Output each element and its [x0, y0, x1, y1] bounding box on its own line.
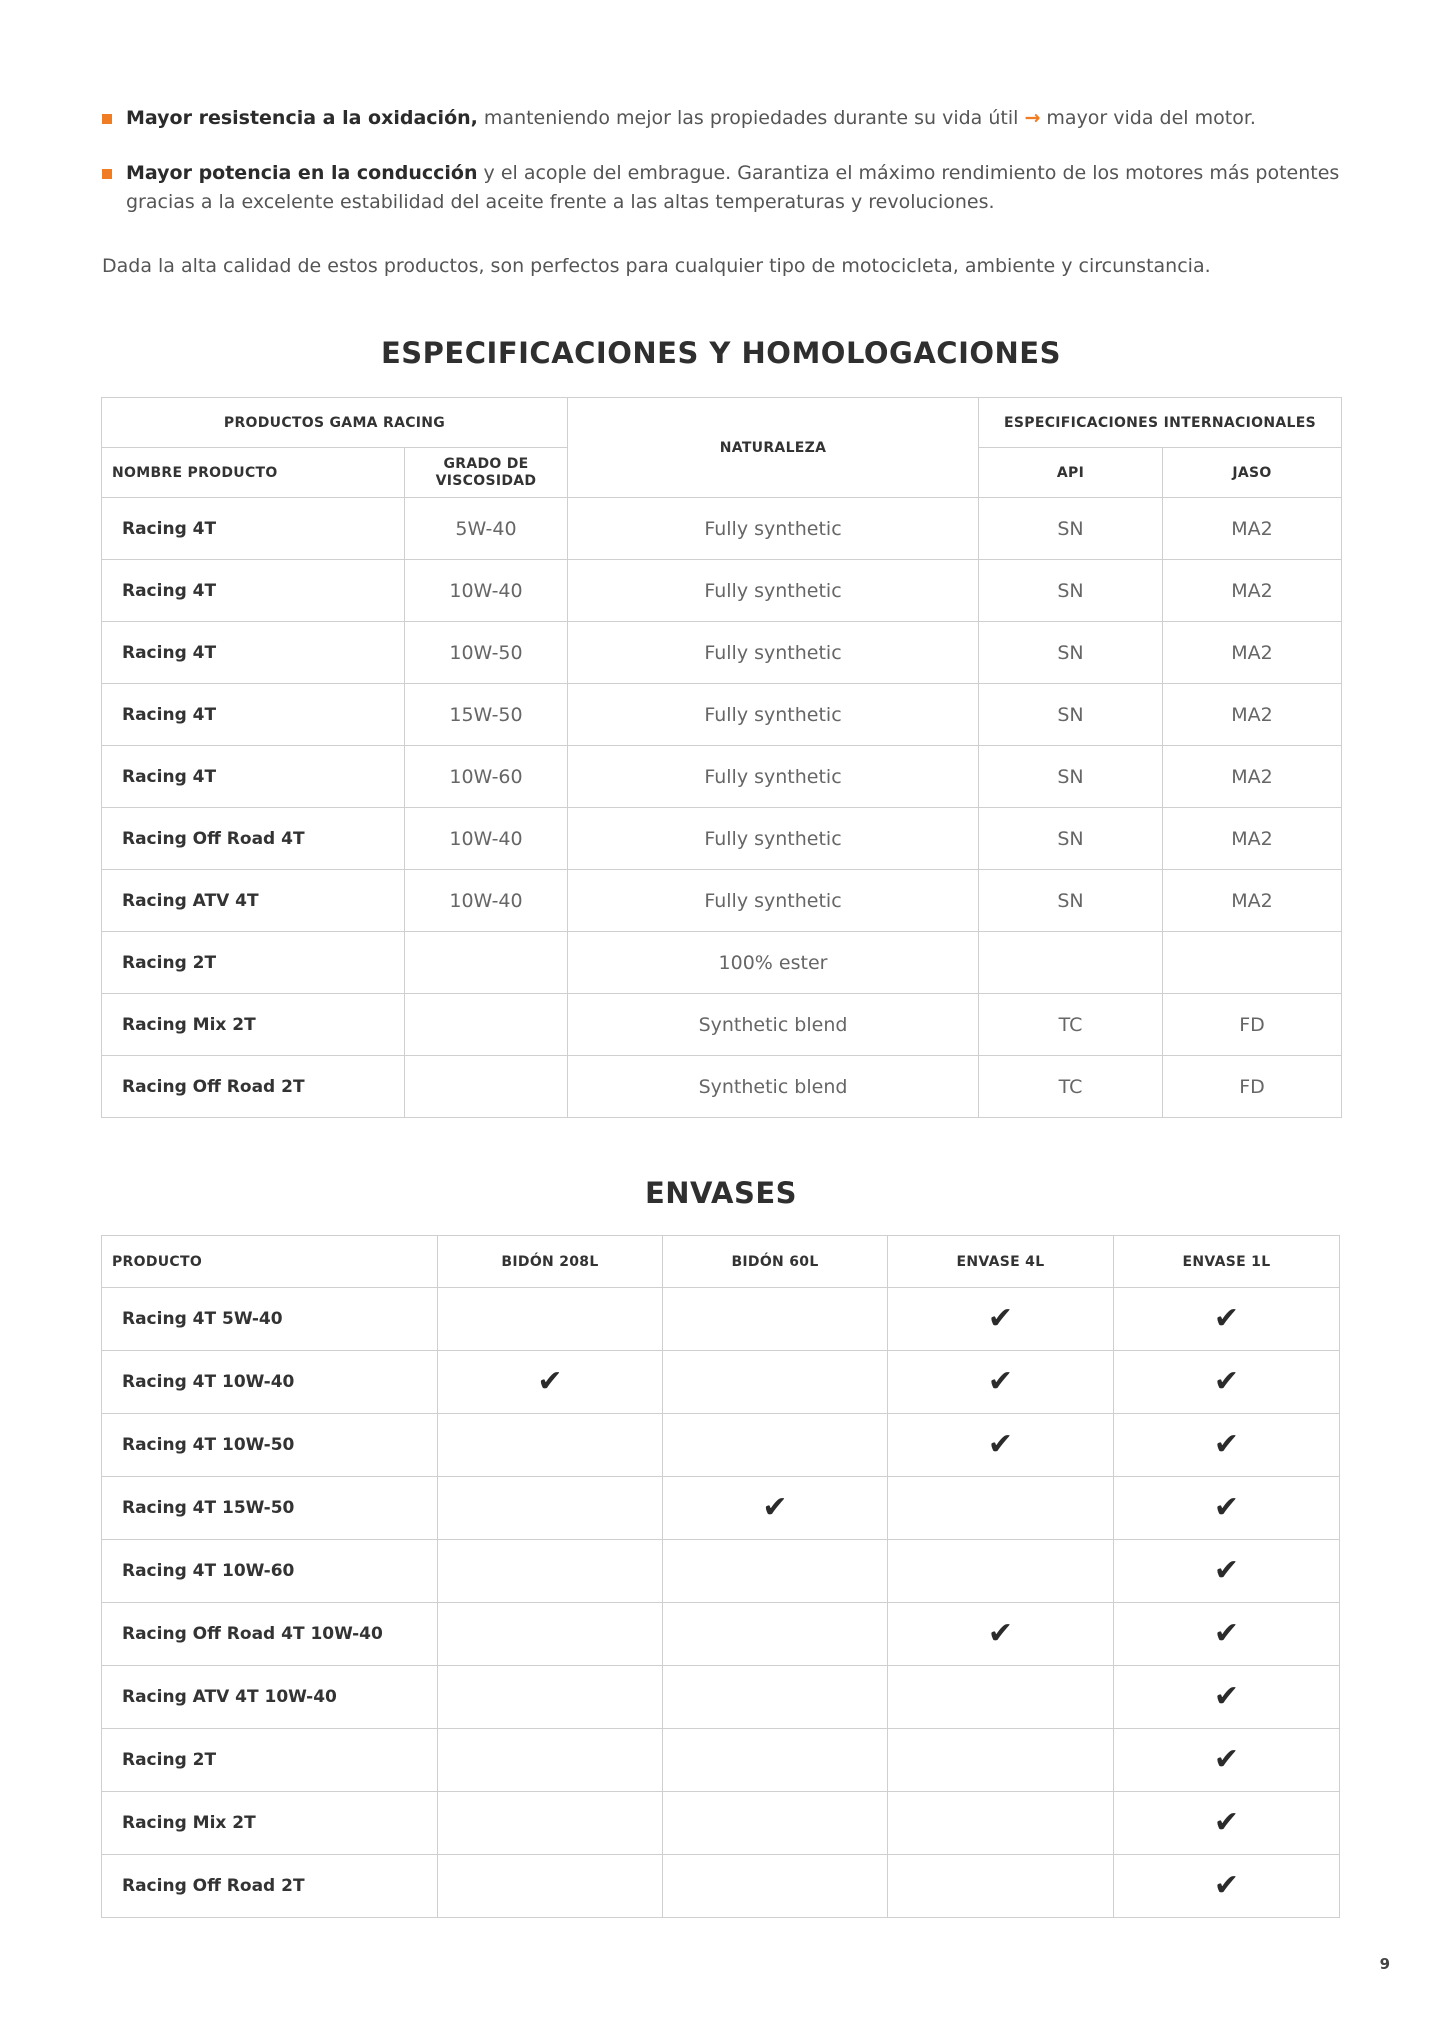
- packaging-table-body: [102, 1288, 1340, 1918]
- cell-jaso: MA2: [1163, 560, 1342, 622]
- header-envase-1l: ENVASE 1L: [1114, 1236, 1340, 1288]
- table-row: [102, 1288, 1340, 1351]
- cell-jaso: MA2: [1163, 498, 1342, 560]
- header-product: PRODUCTO: [102, 1236, 438, 1288]
- cell-bidon-208l: [438, 1729, 663, 1792]
- intro-paragraph: Dada la alta calidad de estos productos, son perfectos para cualquier tipo de motocicleta, ambiente y circunstancia.: [102, 255, 1211, 277]
- header-product-name: NOMBRE PRODUCTO: [102, 448, 405, 498]
- cell-viscosity: [405, 1056, 568, 1118]
- cell-product: Racing 4T 15W-50: [102, 1477, 438, 1540]
- cell-viscosity: 5W-40: [405, 498, 568, 560]
- cell-envase-1l: [1114, 1603, 1340, 1666]
- feature-text: y el acople del embrague. Garantiza el máximo rendimiento de los motores más potentes gracias a la excelente estabilidad del aceite frente a las altas temperaturas y revoluciones.: [126, 162, 1340, 213]
- cell-bidon-208l: [438, 1792, 663, 1855]
- orange-square-bullet-icon: [102, 114, 112, 124]
- cell-bidon-208l: [438, 1477, 663, 1540]
- cell-product-name: Racing 4T: [102, 746, 405, 808]
- cell-product-name: Racing 4T: [102, 498, 405, 560]
- checkmark-icon: ✔: [987, 1364, 1014, 1399]
- checkmark-icon: ✔: [1213, 1301, 1240, 1336]
- feature-text: manteniendo mejor las propiedades durante su vida útil: [477, 107, 1025, 129]
- page-number: 9: [1379, 1955, 1390, 1973]
- cell-nature: Fully synthetic: [568, 498, 979, 560]
- cell-envase-1l: [1114, 1792, 1340, 1855]
- table-row: [102, 684, 1342, 746]
- header-bidon-208l: BIDÓN 208L: [438, 1236, 663, 1288]
- cell-bidon-60l: [663, 1855, 888, 1918]
- arrow-right-icon: →: [1024, 107, 1041, 129]
- table-row: [102, 498, 1342, 560]
- checkmark-icon: ✔: [1213, 1616, 1240, 1651]
- cell-bidon-60l: [663, 1351, 888, 1414]
- cell-viscosity: 10W-40: [405, 808, 568, 870]
- header-api: API: [979, 448, 1163, 498]
- spec-table-body: [102, 498, 1342, 1118]
- cell-api: TC: [979, 1056, 1163, 1118]
- cell-bidon-60l: [663, 1666, 888, 1729]
- cell-jaso: [1163, 932, 1342, 994]
- cell-product: Racing 4T 10W-50: [102, 1414, 438, 1477]
- cell-product: Racing Off Road 2T: [102, 1855, 438, 1918]
- cell-envase-4l: [888, 1729, 1114, 1792]
- cell-viscosity: [405, 932, 568, 994]
- checkmark-icon: ✔: [1213, 1679, 1240, 1714]
- cell-bidon-208l: [438, 1351, 663, 1414]
- cell-envase-4l: [888, 1792, 1114, 1855]
- table-row: [102, 1540, 1340, 1603]
- cell-viscosity: 10W-60: [405, 746, 568, 808]
- cell-bidon-208l: [438, 1666, 663, 1729]
- header-viscosity: GRADO DE VISCOSIDAD: [405, 448, 568, 498]
- cell-envase-4l: [888, 1351, 1114, 1414]
- table-row: [102, 1729, 1340, 1792]
- table-row: [102, 1603, 1340, 1666]
- cell-jaso: FD: [1163, 994, 1342, 1056]
- cell-bidon-208l: [438, 1603, 663, 1666]
- header-envase-4l: ENVASE 4L: [888, 1236, 1114, 1288]
- packaging-table: [101, 1235, 1340, 1918]
- checkmark-icon: ✔: [1213, 1553, 1240, 1588]
- cell-nature: Synthetic blend: [568, 994, 979, 1056]
- cell-envase-1l: [1114, 1855, 1340, 1918]
- cell-bidon-60l: [663, 1414, 888, 1477]
- cell-api: [979, 932, 1163, 994]
- env-table-title: ENVASES: [644, 1176, 798, 1210]
- checkmark-icon: ✔: [987, 1427, 1014, 1462]
- cell-envase-1l: [1114, 1477, 1340, 1540]
- cell-envase-4l: [888, 1666, 1114, 1729]
- cell-envase-4l: [888, 1855, 1114, 1918]
- cell-nature: Fully synthetic: [568, 746, 979, 808]
- cell-product-name: Racing 4T: [102, 560, 405, 622]
- feature-bold: Mayor potencia en la conducción: [126, 162, 478, 184]
- table-row: [102, 746, 1342, 808]
- cell-nature: Fully synthetic: [568, 560, 979, 622]
- header-jaso: JASO: [1163, 448, 1342, 498]
- checkmark-icon: ✔: [1213, 1868, 1240, 1903]
- cell-envase-1l: [1114, 1414, 1340, 1477]
- cell-product: Racing 4T 10W-40: [102, 1351, 438, 1414]
- table-row: [102, 560, 1342, 622]
- header-group-specs: ESPECIFICACIONES INTERNACIONALES: [979, 398, 1342, 448]
- cell-jaso: MA2: [1163, 746, 1342, 808]
- cell-bidon-60l: [663, 1540, 888, 1603]
- cell-jaso: MA2: [1163, 684, 1342, 746]
- cell-api: SN: [979, 622, 1163, 684]
- spec-table-title: ESPECIFICACIONES Y HOMOLOGACIONES: [380, 336, 1062, 370]
- cell-jaso: MA2: [1163, 622, 1342, 684]
- cell-envase-1l: [1114, 1351, 1340, 1414]
- cell-nature: Fully synthetic: [568, 684, 979, 746]
- table-row: [102, 1792, 1340, 1855]
- cell-api: SN: [979, 498, 1163, 560]
- cell-bidon-60l: [663, 1477, 888, 1540]
- table-row: [102, 622, 1342, 684]
- cell-api: TC: [979, 994, 1163, 1056]
- cell-viscosity: 10W-50: [405, 622, 568, 684]
- checkmark-icon: ✔: [1213, 1490, 1240, 1525]
- feature-text-after: mayor vida del motor.: [1040, 107, 1256, 129]
- table-row: [102, 1477, 1340, 1540]
- cell-nature: Fully synthetic: [568, 808, 979, 870]
- cell-envase-4l: [888, 1477, 1114, 1540]
- cell-jaso: MA2: [1163, 808, 1342, 870]
- table-row: [102, 1666, 1340, 1729]
- cell-product-name: Racing 2T: [102, 932, 405, 994]
- cell-envase-4l: [888, 1414, 1114, 1477]
- table-row: [102, 1855, 1340, 1918]
- cell-api: SN: [979, 684, 1163, 746]
- cell-viscosity: 10W-40: [405, 560, 568, 622]
- orange-square-bullet-icon: [102, 169, 112, 179]
- cell-envase-1l: [1114, 1729, 1340, 1792]
- checkmark-icon: ✔: [1213, 1742, 1240, 1777]
- feature-bold: Mayor resistencia a la oxidación,: [126, 107, 478, 129]
- cell-jaso: MA2: [1163, 870, 1342, 932]
- checkmark-icon: ✔: [1213, 1364, 1240, 1399]
- feature-item: [102, 159, 1342, 217]
- cell-nature: Fully synthetic: [568, 622, 979, 684]
- cell-bidon-60l: [663, 1603, 888, 1666]
- checkmark-icon: ✔: [987, 1616, 1014, 1651]
- cell-product: Racing Off Road 4T 10W-40: [102, 1603, 438, 1666]
- table-row: [102, 1056, 1342, 1118]
- cell-product: Racing 2T: [102, 1729, 438, 1792]
- cell-bidon-60l: [663, 1288, 888, 1351]
- cell-bidon-60l: [663, 1792, 888, 1855]
- cell-product-name: Racing ATV 4T: [102, 870, 405, 932]
- cell-envase-1l: [1114, 1288, 1340, 1351]
- cell-nature: 100% ester: [568, 932, 979, 994]
- cell-bidon-60l: [663, 1729, 888, 1792]
- cell-product-name: Racing 4T: [102, 684, 405, 746]
- checkmark-icon: ✔: [1213, 1427, 1240, 1462]
- cell-product-name: Racing Off Road 2T: [102, 1056, 405, 1118]
- cell-product: Racing Mix 2T: [102, 1792, 438, 1855]
- cell-product-name: Racing Off Road 4T: [102, 808, 405, 870]
- table-row: [102, 1351, 1340, 1414]
- cell-api: SN: [979, 560, 1163, 622]
- cell-product-name: Racing Mix 2T: [102, 994, 405, 1056]
- cell-nature: Synthetic blend: [568, 1056, 979, 1118]
- cell-envase-4l: [888, 1540, 1114, 1603]
- table-row: [102, 994, 1342, 1056]
- table-row: [102, 1414, 1340, 1477]
- cell-bidon-208l: [438, 1855, 663, 1918]
- cell-envase-4l: [888, 1288, 1114, 1351]
- cell-jaso: FD: [1163, 1056, 1342, 1118]
- cell-viscosity: 10W-40: [405, 870, 568, 932]
- cell-api: SN: [979, 746, 1163, 808]
- checkmark-icon: ✔: [987, 1301, 1014, 1336]
- cell-bidon-208l: [438, 1414, 663, 1477]
- cell-nature: Fully synthetic: [568, 870, 979, 932]
- cell-envase-1l: [1114, 1666, 1340, 1729]
- checkmark-icon: ✔: [537, 1364, 563, 1399]
- cell-product: Racing 4T 10W-60: [102, 1540, 438, 1603]
- checkmark-icon: ✔: [1213, 1805, 1240, 1840]
- cell-product: Racing ATV 4T 10W-40: [102, 1666, 438, 1729]
- spec-table: [101, 397, 1342, 1118]
- cell-bidon-208l: [438, 1288, 663, 1351]
- cell-api: SN: [979, 808, 1163, 870]
- table-row: [102, 932, 1342, 994]
- cell-product-name: Racing 4T: [102, 622, 405, 684]
- cell-product: Racing 4T 5W-40: [102, 1288, 438, 1351]
- cell-viscosity: [405, 994, 568, 1056]
- header-nature: NATURALEZA: [568, 398, 979, 498]
- table-row: [102, 870, 1342, 932]
- cell-envase-1l: [1114, 1540, 1340, 1603]
- cell-envase-4l: [888, 1603, 1114, 1666]
- checkmark-icon: ✔: [762, 1490, 788, 1525]
- table-row: [102, 808, 1342, 870]
- cell-api: SN: [979, 870, 1163, 932]
- header-group-products: PRODUCTOS GAMA RACING: [102, 398, 568, 448]
- cell-bidon-208l: [438, 1540, 663, 1603]
- header-bidon-60l: BIDÓN 60L: [663, 1236, 888, 1288]
- feature-list: [102, 104, 1342, 243]
- feature-item: [102, 104, 1342, 133]
- cell-viscosity: 15W-50: [405, 684, 568, 746]
